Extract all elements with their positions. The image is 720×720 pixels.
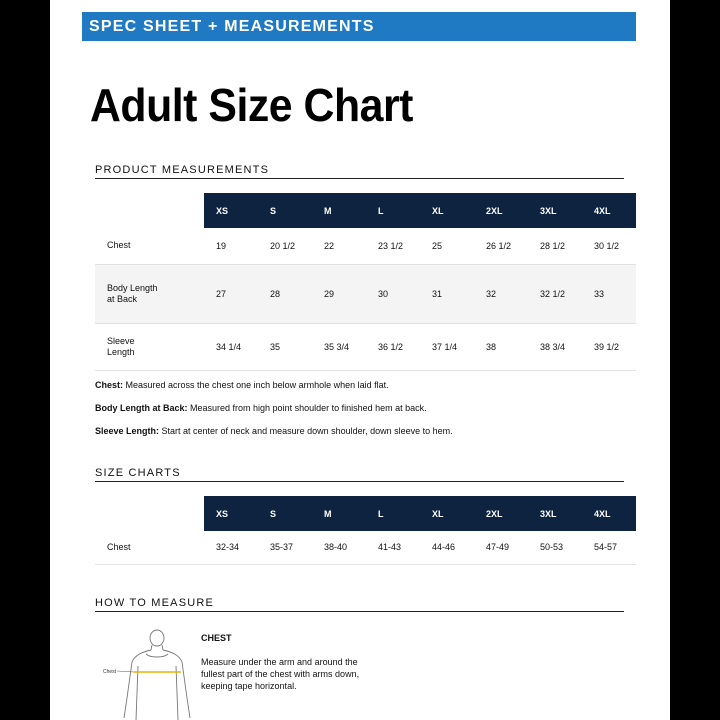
table-cell: 30 1/2 [582, 228, 636, 264]
note-sleeve-length: Sleeve Length: Start at center of neck and measure down shoulder, down sleeve to hem. [95, 426, 453, 436]
table-cell: 54-57 [582, 531, 636, 564]
note-body-length: Body Length at Back: Measured from high point shoulder to finished hem at back. [95, 403, 427, 413]
table-cell: 50-53 [528, 531, 582, 564]
table-cell: 32 [474, 264, 528, 323]
measurement-notes [95, 380, 635, 449]
chest-measure-instructions: Measure under the arm and around the fullest part of the chest with arms down, keeping tape horizontal. [201, 657, 360, 691]
table-cell: 33 [582, 264, 636, 323]
table-cell: 32 1/2 [528, 264, 582, 323]
table-cell: 38-40 [312, 531, 366, 564]
size-header-2xl: 2XL [474, 496, 528, 531]
size-header-l: L [366, 496, 420, 531]
product-measurements-heading: PRODUCT MEASUREMENTS [95, 164, 624, 179]
size-header-xs: XS [204, 496, 258, 531]
size-header-2xl: 2XL [474, 193, 528, 228]
table-cell: 30 [366, 264, 420, 323]
size-header-m: M [312, 193, 366, 228]
row-label-sleeve-length: Sleeve Length [95, 323, 204, 370]
how-to-measure-heading: HOW TO MEASURE [95, 597, 624, 612]
table-cell: 39 1/2 [582, 323, 636, 370]
table-cell: 28 [258, 264, 312, 323]
size-header-l: L [366, 193, 420, 228]
size-header-4xl: 4XL [582, 193, 636, 228]
table-cell: 32-34 [204, 531, 258, 564]
row-label-chest: Chest [95, 228, 204, 264]
table-cell: 29 [312, 264, 366, 323]
spec-sheet-page [50, 0, 670, 720]
table-cell: 47-49 [474, 531, 528, 564]
size-header-xl: XL [420, 193, 474, 228]
table-row [95, 531, 636, 564]
table-cell: 35-37 [258, 531, 312, 564]
table-cell: 38 3/4 [528, 323, 582, 370]
table-cell: 28 1/2 [528, 228, 582, 264]
table-cell: 37 1/4 [420, 323, 474, 370]
size-charts-heading: SIZE CHARTS [95, 467, 624, 482]
table-cell: 31 [420, 264, 474, 323]
table-cell: 44-46 [420, 531, 474, 564]
product-measurements-table [95, 193, 636, 371]
table-cell: 41-43 [366, 531, 420, 564]
size-charts-table [95, 496, 636, 565]
table-row [95, 228, 636, 264]
row-label-chest: Chest [95, 531, 204, 564]
table-cell: 25 [420, 228, 474, 264]
spec-sheet-banner: SPEC SHEET + MEASUREMENTS [82, 12, 636, 41]
figure-label-chest: Chest [103, 669, 117, 675]
size-header-3xl: 3XL [528, 193, 582, 228]
size-header-3xl: 3XL [528, 496, 582, 531]
table-cell: 35 3/4 [312, 323, 366, 370]
table-cell: 34 1/4 [204, 323, 258, 370]
note-chest: Chest: Measured across the chest one inch below armhole when laid flat. [95, 380, 389, 390]
size-header-xs: XS [204, 193, 258, 228]
table-cell: 38 [474, 323, 528, 370]
table-cell: 27 [204, 264, 258, 323]
size-header-m: M [312, 496, 366, 531]
table-cell: 35 [258, 323, 312, 370]
torso-diagram-icon [102, 628, 212, 720]
size-header-xl: XL [420, 496, 474, 531]
size-header-s: S [258, 496, 312, 531]
table-cell: 19 [204, 228, 258, 264]
table-cell: 26 1/2 [474, 228, 528, 264]
body-outline-figure [102, 628, 212, 720]
row-label-body-length: Body Length at Back [95, 264, 204, 323]
table-row [95, 323, 636, 370]
table-cell: 23 1/2 [366, 228, 420, 264]
table-cell: 20 1/2 [258, 228, 312, 264]
table-row [95, 264, 636, 323]
size-header-4xl: 4XL [582, 496, 636, 531]
size-header-s: S [258, 193, 312, 228]
chest-measure-title: CHEST [201, 633, 232, 643]
page-title: Adult Size Chart [90, 79, 413, 131]
table-cell: 22 [312, 228, 366, 264]
table-cell: 36 1/2 [366, 323, 420, 370]
